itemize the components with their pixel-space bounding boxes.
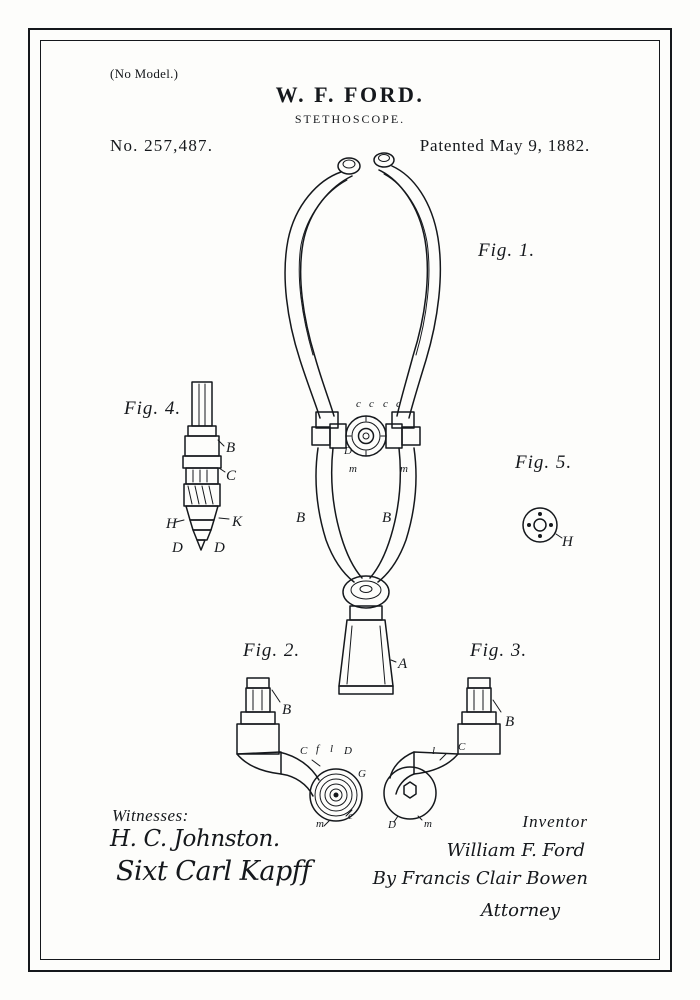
figure-4-label: Fig. 4.: [124, 398, 182, 419]
part-letter-fig2-d: D: [344, 745, 352, 757]
witnesses-label: Witnesses:: [112, 806, 189, 825]
part-letter-fig3-c: C: [458, 741, 466, 753]
part-letter-fig3-d: D: [388, 819, 396, 831]
part-letter-fig2-m: m: [316, 818, 324, 830]
part-letter-fig4-c: C: [226, 468, 237, 484]
part-letter-fig1-c3: c: [383, 398, 388, 410]
part-letter-fig3-l: l: [432, 745, 436, 757]
part-letter-fig1-c1: c: [356, 398, 361, 410]
figure-1-label: Fig. 1.: [478, 240, 536, 261]
witness-signature-1: H. C. Johnston.: [110, 826, 280, 852]
part-letter-fig3-m: m: [424, 818, 432, 830]
part-letter-fig2-c: C: [300, 745, 308, 757]
figure-5-label: Fig. 5.: [515, 452, 573, 473]
invention-title: STETHOSCOPE.: [294, 112, 406, 126]
part-letter-fig2-b: B: [282, 702, 292, 718]
part-letter-fig5-h: H: [562, 534, 573, 550]
part-letter-fig4-b: B: [226, 440, 236, 456]
figure-3-label: Fig. 3.: [470, 640, 528, 661]
part-letter-fig1-m2: m: [400, 463, 408, 475]
part-letter-fig2-l: l: [330, 743, 334, 755]
patent-number: No. 257,487.: [110, 136, 214, 155]
part-letter-fig1-m1: m: [349, 463, 357, 475]
attorney-signature: By Francis Clair Bowen: [372, 868, 588, 889]
witness-signature-2: Sixt Carl Kapff: [116, 856, 311, 887]
inventor-signature: William F. Ford: [446, 840, 585, 861]
attorney-label: Attorney: [480, 900, 560, 921]
part-letter-fig3-b: B: [505, 714, 515, 730]
part-letter-fig2-g: G: [358, 768, 366, 780]
part-letter-fig1-c4: c: [396, 398, 401, 410]
part-letter-fig4-d1: D: [172, 540, 183, 556]
part-letter-fig1-a: A: [398, 656, 408, 672]
part-letter-fig1-c2: c: [369, 398, 374, 410]
inventor-label: Inventor: [522, 812, 588, 831]
part-letter-fig4-d2: D: [214, 540, 225, 556]
part-letter-fig1-b-right: B: [382, 510, 392, 526]
figure-2-label: Fig. 2.: [243, 640, 301, 661]
part-letter-fig4-k: K: [232, 514, 243, 530]
part-letter-fig2-f: f: [316, 743, 320, 755]
inventor-header: W. F. FORD.: [275, 82, 425, 107]
part-letter-fig1-d: D: [344, 445, 352, 457]
part-letter-fig1-b-left: B: [296, 510, 306, 526]
part-letter-fig2-e: e: [348, 810, 353, 822]
part-letter-fig4-h: H: [166, 516, 177, 532]
patent-date: Patented May 9, 1882.: [419, 136, 590, 155]
no-model-note: (No Model.): [110, 66, 179, 81]
